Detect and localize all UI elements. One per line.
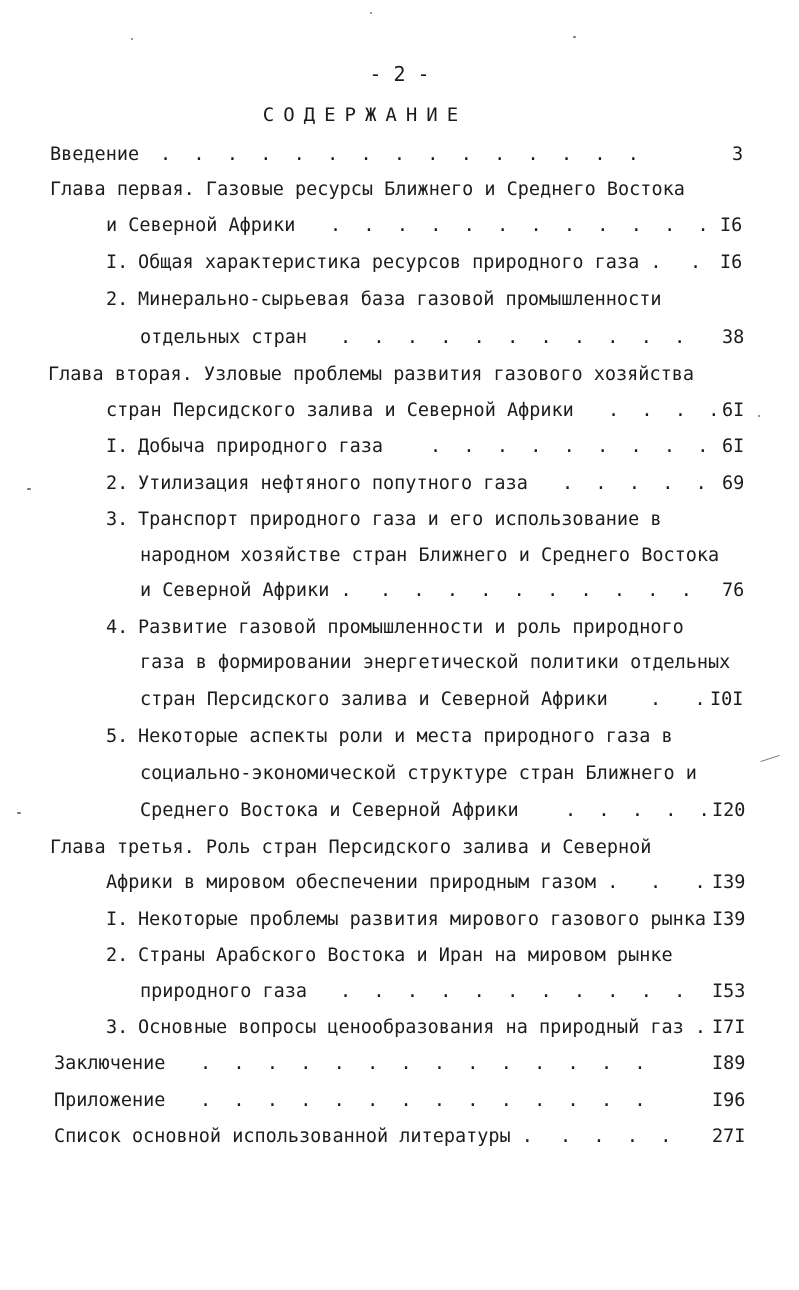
toc-entry	[0, 246, 799, 280]
toc-leader-dots: . . . . . . . . . . .	[340, 981, 686, 1002]
toc-entry	[0, 539, 799, 573]
toc-leader-dots: . . . . .	[565, 800, 710, 821]
toc-entry-number: 3.	[106, 1017, 129, 1038]
toc-entry-number: 2.	[106, 289, 129, 310]
scan-speck	[758, 415, 760, 417]
toc-entry-text: Основные вопросы ценообразования на природный газ .	[138, 1017, 707, 1038]
toc-entry-text: Приложение	[54, 1090, 166, 1111]
toc-page-number: I39	[712, 909, 746, 930]
toc-entry-text: социально-экономической структуре стран Ближнего и	[140, 763, 697, 784]
toc-leader-dots: . . . .	[560, 1126, 672, 1147]
toc-entry	[0, 611, 799, 645]
toc-entry-text: народном хозяйстве стран Ближнего и Среднего Востока	[140, 545, 720, 566]
toc-entry-text: Страны Арабского Востока и Иран на мировом рынке	[138, 945, 673, 966]
toc-entry-text: Список основной использованной литературы .	[54, 1126, 533, 1147]
toc-entry-text: Африки в мировом обеспечении природным газом .	[106, 872, 619, 893]
page-title: СОДЕРЖАНИЕ	[262, 104, 468, 126]
toc-page-number: I6	[720, 215, 743, 236]
page-number: - 2 -	[369, 62, 430, 86]
toc-entry-number: I.	[106, 252, 129, 273]
toc-entry	[0, 138, 799, 172]
toc-entry-number: 5.	[106, 726, 129, 747]
toc-page-number: 69	[722, 473, 745, 494]
toc-leader-dots: . . . . . . . . . . . . . . .	[160, 144, 639, 165]
scan-speck	[27, 488, 31, 490]
toc-entry	[0, 574, 799, 608]
toc-entry-text: Введение	[50, 144, 140, 165]
toc-entry-text: Транспорт природного газа и его использование в	[138, 509, 662, 530]
toc-entry-number: I.	[106, 909, 129, 930]
toc-leader-dots: . . . . . . . . . .	[380, 580, 692, 601]
toc-entry-text: Некоторые проблемы развития мирового газового рынка	[138, 909, 707, 930]
toc-entry	[0, 975, 799, 1009]
toc-page-number: 76	[722, 580, 745, 601]
scan-speck	[370, 12, 372, 14]
toc-leader-dots: . . . . . . . . . . . . . .	[200, 1090, 646, 1111]
toc-entry-number: 2.	[106, 945, 129, 966]
toc-entry-text: Общая характеристика ресурсов природного газа .	[138, 252, 662, 273]
toc-leader-dots: . .	[650, 689, 706, 710]
toc-entry-text: природного газа	[140, 981, 308, 1002]
toc-page-number: 38	[722, 327, 745, 348]
toc-leader-dots: . . . . .	[562, 473, 707, 494]
toc-entry-text: Глава первая. Газовые ресурсы Ближнего и Среднего Востока	[50, 179, 685, 200]
toc-entry-text: стран Персидского залива и Северной Африки	[140, 689, 608, 710]
toc-page-number: I7I	[712, 1017, 746, 1038]
toc-entry-text: Заключение	[54, 1053, 166, 1074]
scan-speck	[131, 38, 133, 40]
toc-entry-text: и Северной Африки .	[140, 580, 352, 601]
toc-entry	[0, 757, 799, 791]
toc-entry-text: Минерально-сырьевая база газовой промышленности	[138, 289, 662, 310]
toc-entry	[0, 939, 799, 973]
toc-page-number: I89	[712, 1053, 746, 1074]
toc-leader-dots: . . . . . . . . . . .	[340, 327, 686, 348]
toc-leader-dots: .	[690, 252, 702, 273]
toc-entry	[0, 831, 799, 865]
toc-entry	[0, 173, 799, 207]
scan-speck	[17, 812, 21, 814]
toc-entry-text: Глава вторая. Узловые проблемы развития газового хозяйства	[48, 364, 695, 385]
toc-entry	[0, 1120, 799, 1154]
toc-leader-dots: . . . . . . . . . . . . . .	[200, 1053, 646, 1074]
toc-entry-text: Добыча природного газа	[138, 436, 384, 457]
scan-speck	[573, 36, 576, 38]
toc-entry-text: Некоторые аспекты роли и места природного газа в	[138, 726, 673, 747]
toc-page-number: I53	[712, 981, 746, 1002]
toc-entry	[0, 467, 799, 501]
toc-page-number: 6I	[722, 400, 745, 421]
toc-entry	[0, 1011, 799, 1045]
toc-entry-text: Среднего Востока и Северной Африки	[140, 800, 519, 821]
toc-page-number: I0I	[710, 689, 744, 710]
toc-entry-number: 3.	[106, 509, 129, 530]
toc-entry	[0, 1047, 799, 1081]
toc-page-number: 3	[732, 144, 744, 165]
toc-entry-text: и Северной Африки	[106, 215, 296, 236]
toc-page-number: I39	[712, 872, 746, 893]
toc-entry-number: 4.	[106, 617, 129, 638]
toc-page-number: I96	[712, 1090, 746, 1111]
toc-page-number: 6I	[722, 436, 745, 457]
toc-entry	[0, 903, 799, 937]
toc-entry-number: I.	[106, 436, 129, 457]
toc-entry	[0, 683, 799, 717]
toc-entry-text: Утилизация нефтяного попутного газа	[138, 473, 528, 494]
toc-entry	[0, 394, 799, 428]
toc-entry-text: отдельных стран	[140, 327, 308, 348]
toc-entry-number: 2.	[106, 473, 129, 494]
toc-entry	[0, 720, 799, 754]
toc-leader-dots: . .	[650, 872, 706, 893]
toc-entry-text: газа в формировании энергетической политики отдельных	[140, 652, 731, 673]
toc-entry-text: стран Персидского залива и Северной Африки	[106, 400, 574, 421]
toc-entry	[0, 866, 799, 900]
toc-leader-dots: . . . . . . . . . . . .	[330, 215, 709, 236]
toc-entry	[0, 503, 799, 537]
toc-leader-dots: . . . . . . . . .	[430, 436, 709, 457]
toc-entry	[0, 430, 799, 464]
toc-entry	[0, 209, 799, 243]
toc-page-number: I20	[712, 800, 746, 821]
toc-entry-text: Глава третья. Роль стран Персидского залива и Северной	[50, 837, 652, 858]
toc-page-number: I6	[720, 252, 743, 273]
toc-entry	[0, 321, 799, 355]
toc-entry	[0, 358, 799, 392]
toc-entry-text: Развитие газовой промышленности и роль природного	[138, 617, 684, 638]
toc-entry	[0, 794, 799, 828]
toc-leader-dots: . . . .	[608, 400, 720, 421]
toc-page-number: 27I	[712, 1126, 746, 1147]
toc-entry	[0, 283, 799, 317]
toc-entry	[0, 646, 799, 680]
toc-entry	[0, 1084, 799, 1118]
